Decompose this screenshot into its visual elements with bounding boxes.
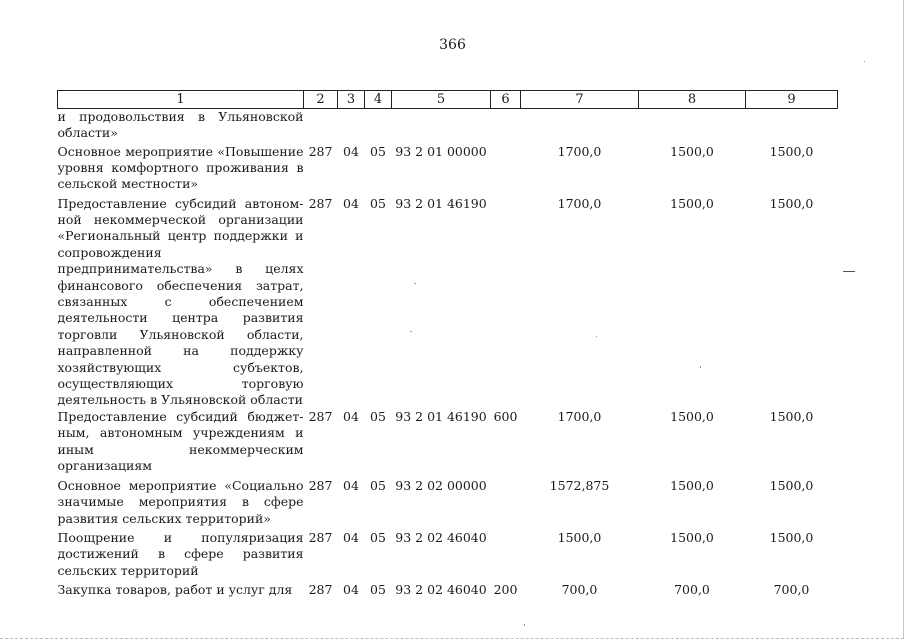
section-code — [338, 109, 365, 144]
table-row — [58, 144, 838, 196]
column-header: 1 — [58, 91, 304, 109]
page-number: 366 — [439, 37, 466, 53]
scan-mark — [410, 331, 412, 332]
amount-year-1: 1700,0 — [557, 143, 602, 159]
row-name: Предоставление субсидий автономной некоммерческой организации «Региональный центр поддержки и сопровождения предпринимательства» в целях финансового обеспечения затрат, связанных с обеспечением деятельности центра развития торговли Ульяновской области, направленной на поддержку хозяйствующих субъектов, осуществляющих торговую деятельность в Ульяновской области — [57, 195, 304, 408]
admin-code: 287 — [308, 581, 333, 597]
admin-code: 287 — [308, 529, 333, 545]
target-code: 93 2 02 00000 — [395, 477, 487, 493]
column-header: 6 — [491, 91, 521, 109]
scan-mark — [843, 271, 855, 272]
expense-type — [491, 144, 521, 196]
row-name: Предоставление субсидий бюджетным, автономным учреждениям и иным некоммерческим организациям — [57, 408, 304, 473]
amount-year-3: 700,0 — [773, 581, 810, 597]
column-header: 2 — [304, 91, 338, 109]
column-number-header — [58, 91, 838, 109]
amount-year-1: 1700,0 — [557, 195, 602, 211]
amount-year-3: 1500,0 — [769, 408, 814, 424]
table-row — [58, 109, 838, 144]
scan-mark — [864, 61, 865, 62]
target-code: 93 2 02 46040 — [395, 529, 487, 545]
amount-year-3: 1500,0 — [769, 143, 814, 159]
table-row — [58, 196, 838, 409]
column-header: 3 — [338, 91, 365, 109]
column-header: 4 — [365, 91, 392, 109]
amount-year-1 — [521, 109, 639, 144]
subsection-code: 05 — [370, 143, 386, 159]
column-header: 7 — [521, 91, 639, 109]
row-name: Закупка товаров, работ и услуг для — [57, 581, 293, 597]
admin-code: 287 — [308, 477, 333, 493]
subsection-code: 05 — [370, 581, 386, 597]
section-code: 04 — [343, 195, 359, 211]
subsection-code — [365, 109, 392, 144]
admin-code: 287 — [308, 408, 333, 424]
amount-year-2: 1500,0 — [670, 143, 714, 159]
target-code — [392, 109, 491, 144]
row-name: и продовольствия в Ульяновской области» — [57, 109, 304, 141]
table-row — [58, 582, 838, 602]
target-code: 93 2 01 46190 — [395, 195, 487, 211]
amount-year-2: 1500,0 — [670, 477, 714, 493]
amount-year-3: 1500,0 — [769, 195, 814, 211]
expense-type — [491, 478, 521, 530]
subsection-code: 05 — [370, 408, 386, 424]
amount-year-2: 1500,0 — [670, 529, 714, 545]
expense-type — [491, 530, 521, 582]
section-code: 04 — [343, 529, 359, 545]
expense-type: 200 — [493, 581, 518, 597]
amount-year-1: 1700,0 — [557, 408, 602, 424]
amount-year-3: 1500,0 — [769, 529, 814, 545]
scan-mark — [414, 283, 416, 284]
table-row — [58, 409, 838, 478]
target-code: 93 2 01 46190 — [395, 408, 487, 424]
section-code: 04 — [343, 143, 359, 159]
amount-year-3: 1500,0 — [769, 477, 814, 493]
amount-year-1: 700,0 — [561, 581, 598, 597]
admin-code: 287 — [308, 195, 333, 211]
section-code: 04 — [343, 408, 359, 424]
amount-year-2: 1500,0 — [670, 408, 714, 424]
table-row — [58, 530, 838, 582]
scan-mark — [524, 624, 525, 626]
column-header: 5 — [392, 91, 491, 109]
expense-type — [491, 109, 521, 144]
amount-year-2 — [639, 109, 746, 144]
admin-code — [304, 109, 338, 144]
expense-type — [491, 196, 521, 409]
amount-year-1: 1572,875 — [549, 477, 610, 493]
scan-mark — [700, 366, 701, 368]
target-code: 93 2 01 00000 — [395, 143, 487, 159]
subsection-code: 05 — [370, 195, 386, 211]
amount-year-2: 1500,0 — [670, 195, 714, 211]
amount-year-2: 700,0 — [674, 581, 710, 597]
amount-year-1: 1500,0 — [557, 529, 602, 545]
column-header: 9 — [746, 91, 838, 109]
budget-table — [57, 90, 838, 602]
section-code: 04 — [343, 581, 359, 597]
table-row — [58, 478, 838, 530]
amount-year-3 — [746, 109, 838, 144]
scan-mark — [596, 336, 597, 337]
admin-code: 287 — [308, 143, 333, 159]
section-code: 04 — [343, 477, 359, 493]
subsection-code: 05 — [370, 529, 386, 545]
subsection-code: 05 — [370, 477, 386, 493]
column-header: 8 — [639, 91, 746, 109]
expense-type: 600 — [493, 408, 518, 424]
row-name: Основное мероприятие «Социально значимые мероприятия в сфере развития сельских территорий» — [57, 477, 304, 526]
row-name: Основное мероприятие «Повышение уровня комфортного проживания в сельской местности» — [57, 143, 304, 192]
row-name: Поощрение и популяризация достижений в сфере развития сельских территорий — [57, 529, 304, 578]
target-code: 93 2 02 46040 — [395, 581, 487, 597]
